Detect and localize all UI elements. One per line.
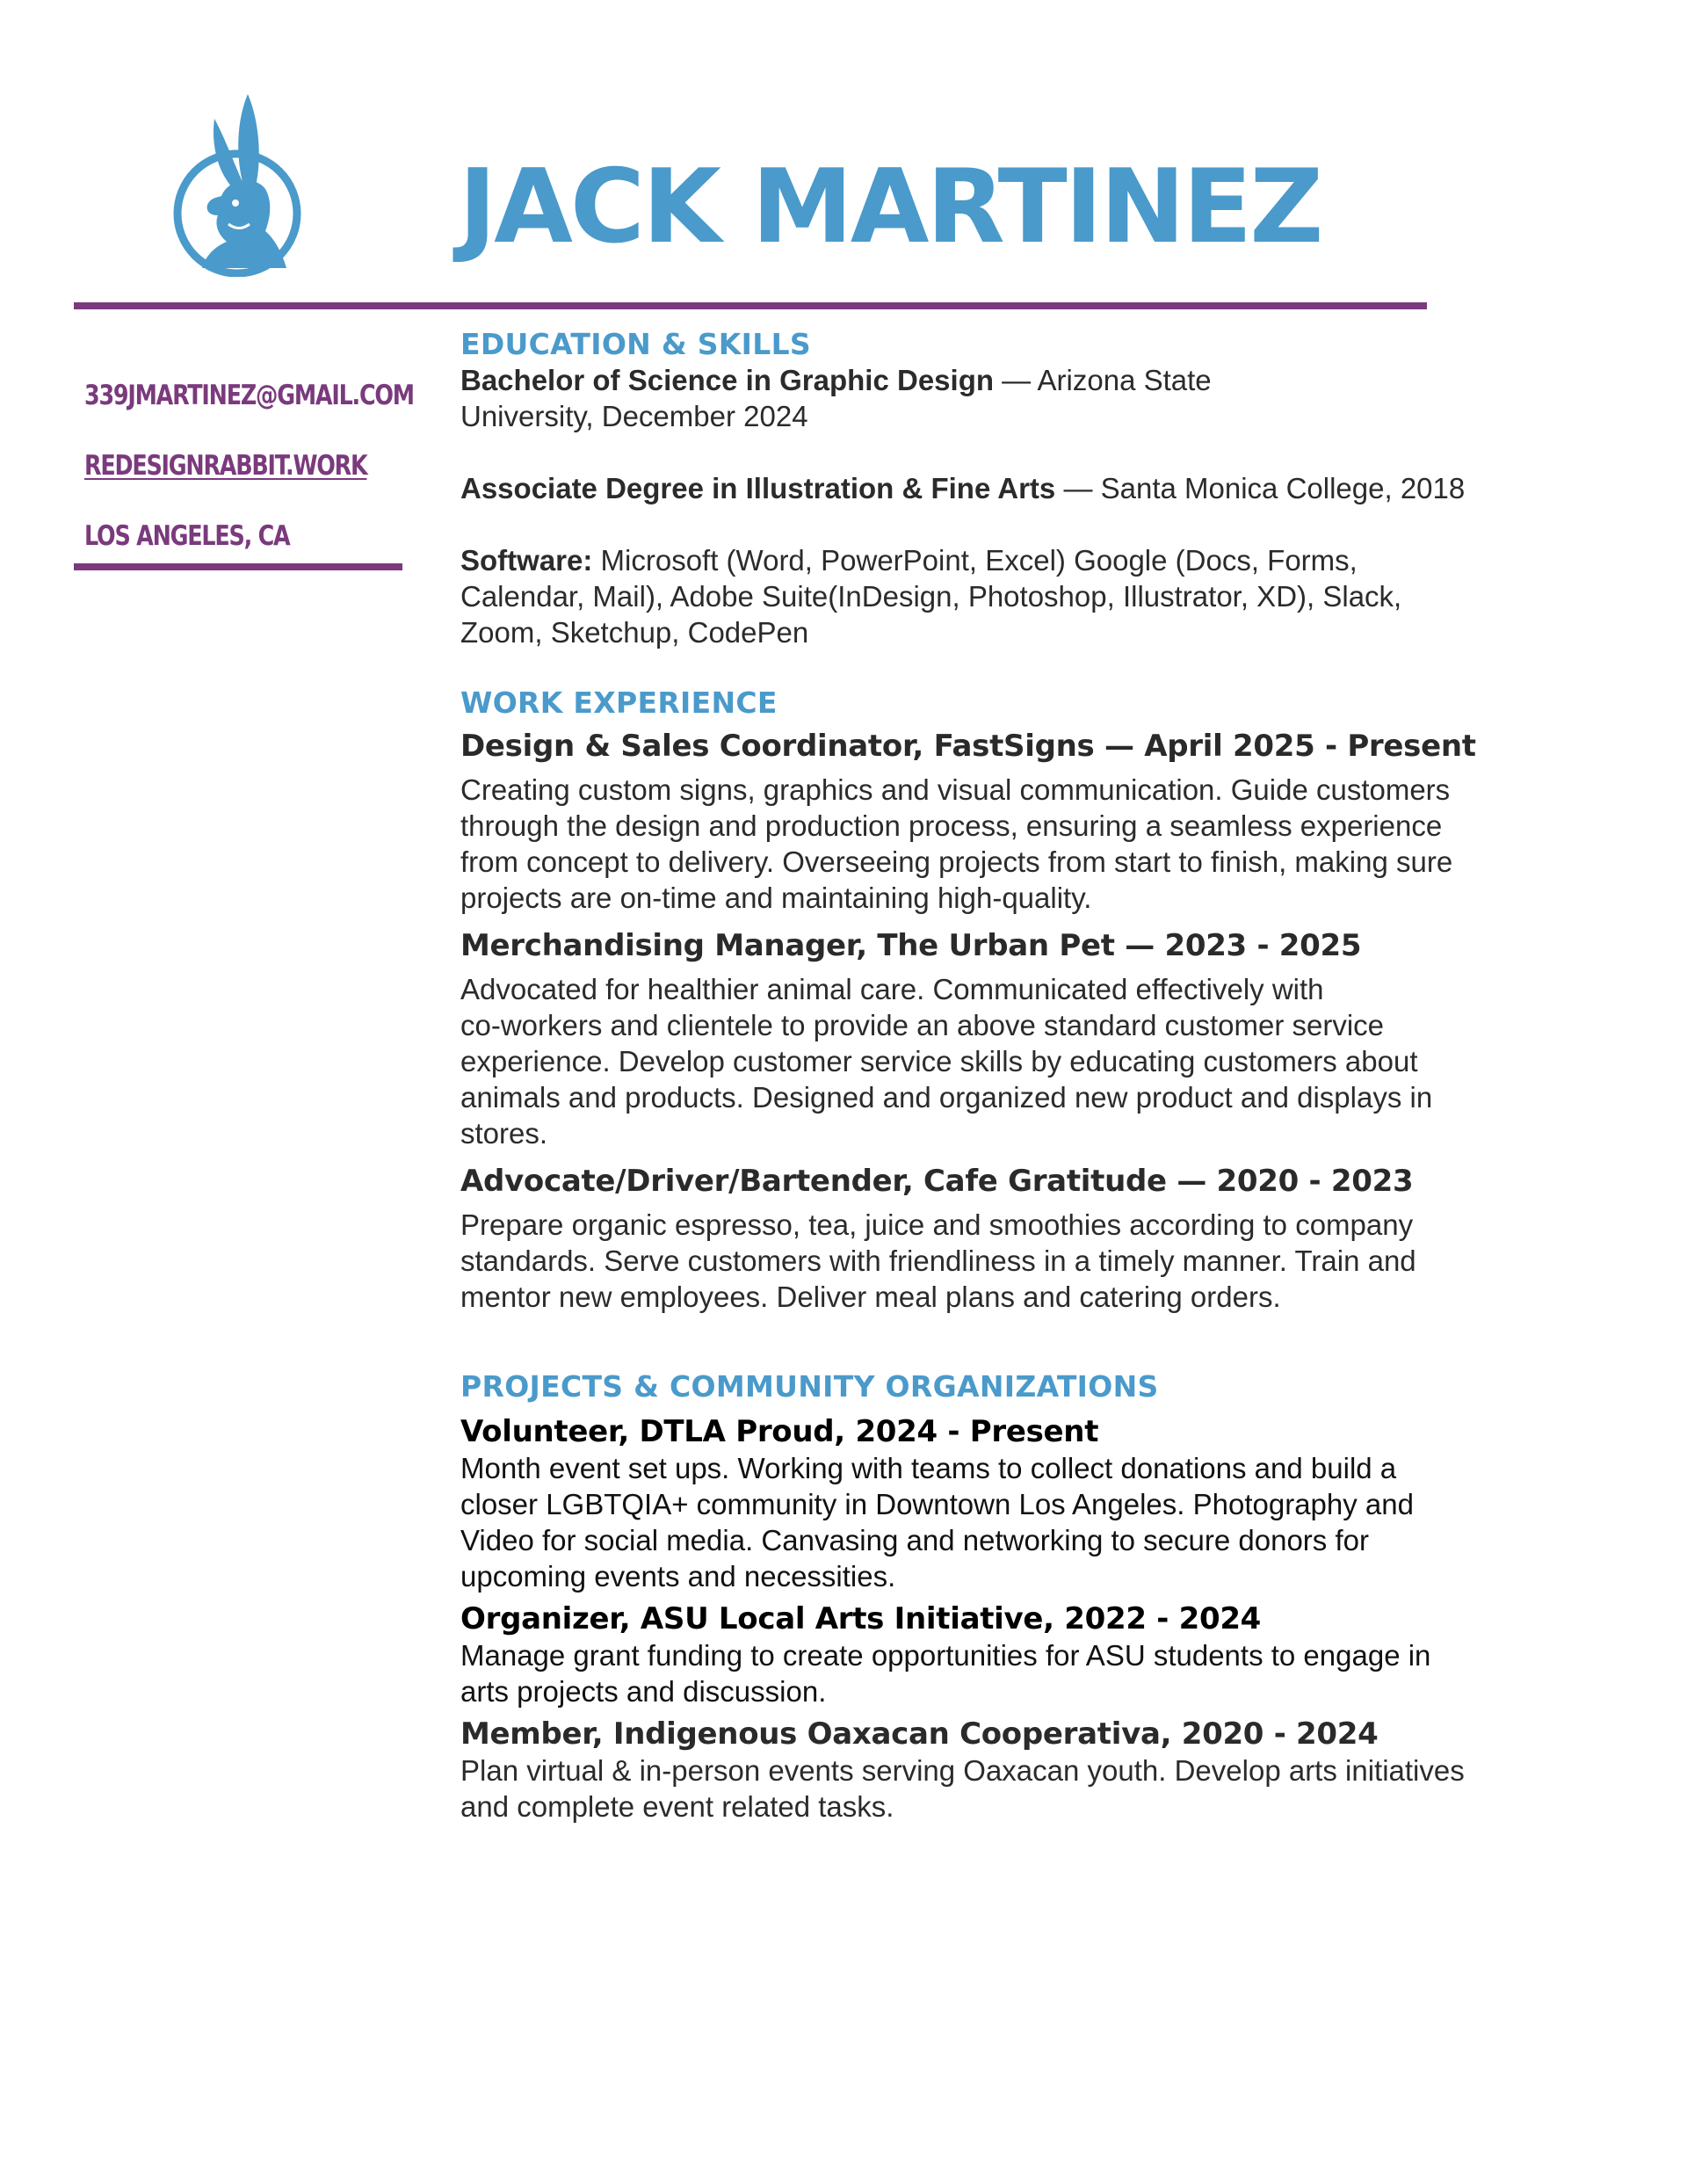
software-label: Software:: [460, 543, 593, 577]
degree-1-date: University, December 2024: [460, 399, 808, 432]
work-heading: WORK EXPERIENCE: [460, 685, 778, 720]
job-desc-line: projects are on-time and maintaining high-quality.: [460, 881, 1092, 914]
job-entry: [460, 1164, 1515, 1315]
degree-2-title: Associate Degree in Illustration & Fine Arts: [460, 471, 1056, 504]
project-entry: [460, 1414, 1515, 1594]
project-description: [460, 1752, 1515, 1825]
job-desc-line: Creating custom signs, graphics and visual communication. Guide customers: [460, 773, 1451, 806]
project-desc-line: closer LGBTQIA+ community in Downtown Los Angeles. Photography and: [460, 1487, 1414, 1520]
education-degree-1: [460, 362, 1515, 434]
job-desc-line: mentor new employees. Deliver meal plans and catering orders.: [460, 1280, 1281, 1313]
education-heading: EDUCATION & SKILLS: [460, 327, 811, 361]
project-desc-line: Month event set ups. Working with teams to collect donations and build a: [460, 1451, 1397, 1484]
job-desc-line: Prepare organic espresso, tea, juice and smoothies according to company: [460, 1208, 1414, 1241]
degree-2-school: — Santa Monica College, 2018: [1055, 471, 1466, 504]
contact-divider: [74, 563, 402, 570]
contact-location: LOS ANGELES, CA: [84, 520, 290, 552]
project-title: Volunteer, DTLA Proud, 2024 - Present: [460, 1414, 1099, 1450]
job-entry: [460, 729, 1515, 916]
project-desc-line: Manage grant funding to create opportunities for ASU students to engage in: [460, 1638, 1431, 1672]
degree-1-title: Bachelor of Science in Graphic Design: [460, 363, 995, 396]
job-desc-line: standards. Serve customers with friendliness in a timely manner. Train and: [460, 1244, 1416, 1277]
job-description: [460, 772, 1515, 916]
job-desc-line: through the design and production process, ensuring a seamless experience: [460, 809, 1443, 842]
project-title: Member, Indigenous Oaxacan Cooperativa, 2020 - 2024: [460, 1716, 1379, 1752]
project-desc-line: Plan virtual & in-person events serving Oaxacan youth. Develop arts initiatives: [460, 1753, 1465, 1787]
projects-heading: PROJECTS & COMMUNITY ORGANIZATIONS: [460, 1368, 1159, 1404]
project-desc-line: Video for social media. Canvasing and networking to secure donors for: [460, 1523, 1369, 1556]
job-desc-line: Advocated for healthier animal care. Communicated effectively with: [460, 972, 1324, 1005]
software-line-2: Calendar, Mail), Adobe Suite(InDesign, Photoshop, Illustrator, XD), Slack,: [460, 579, 1402, 613]
project-entry: [460, 1716, 1515, 1825]
job-description: [460, 971, 1515, 1151]
job-desc-line: from concept to delivery. Overseeing projects from start to finish, making sure: [460, 845, 1453, 878]
header-divider: [74, 302, 1427, 309]
software-line-1: Microsoft (Word, PowerPoint, Excel) Google (Docs, Forms,: [592, 543, 1358, 577]
contact-email[interactable]: 339JMARTINEZ@GMAIL.COM: [84, 380, 414, 411]
job-title: Advocate/Driver/Bartender, Cafe Gratitude — 2020 - 2023: [460, 1163, 1414, 1199]
job-desc-line: co-workers and clientele to provide an above standard customer service: [460, 1008, 1385, 1041]
project-description: [460, 1637, 1515, 1709]
job-description: [460, 1207, 1515, 1315]
project-entry: [460, 1601, 1515, 1709]
education-software: [460, 542, 1515, 650]
job-desc-line: experience. Develop customer service skills by educating customers about: [460, 1044, 1418, 1077]
education-degree-2: [460, 470, 1515, 506]
resume-main: [460, 327, 1515, 1825]
candidate-name: JACK MARTINEZ: [459, 148, 1321, 266]
job-title: Design & Sales Coordinator, FastSigns — April 2025 - Present: [460, 729, 1476, 765]
project-description: [460, 1450, 1515, 1594]
contact-website-link[interactable]: REDESIGNRABBIT.WORK: [84, 450, 367, 482]
project-title: Organizer, ASU Local Arts Initiative, 2022 - 2024: [460, 1600, 1262, 1636]
job-desc-line: stores.: [460, 1116, 548, 1150]
project-desc-line: arts projects and discussion.: [460, 1674, 827, 1708]
software-line-3: Zoom, Sketchup, CodePen: [460, 615, 809, 649]
job-entry: [460, 928, 1515, 1151]
job-desc-line: animals and products. Designed and organized new product and displays in: [460, 1080, 1433, 1114]
project-desc-line: and complete event related tasks.: [460, 1789, 894, 1823]
degree-1-school: — Arizona State: [994, 363, 1212, 396]
project-desc-line: upcoming events and necessities.: [460, 1559, 896, 1593]
job-title: Merchandising Manager, The Urban Pet — 2023 - 2025: [460, 927, 1362, 963]
rabbit-logo-icon: [167, 83, 308, 277]
